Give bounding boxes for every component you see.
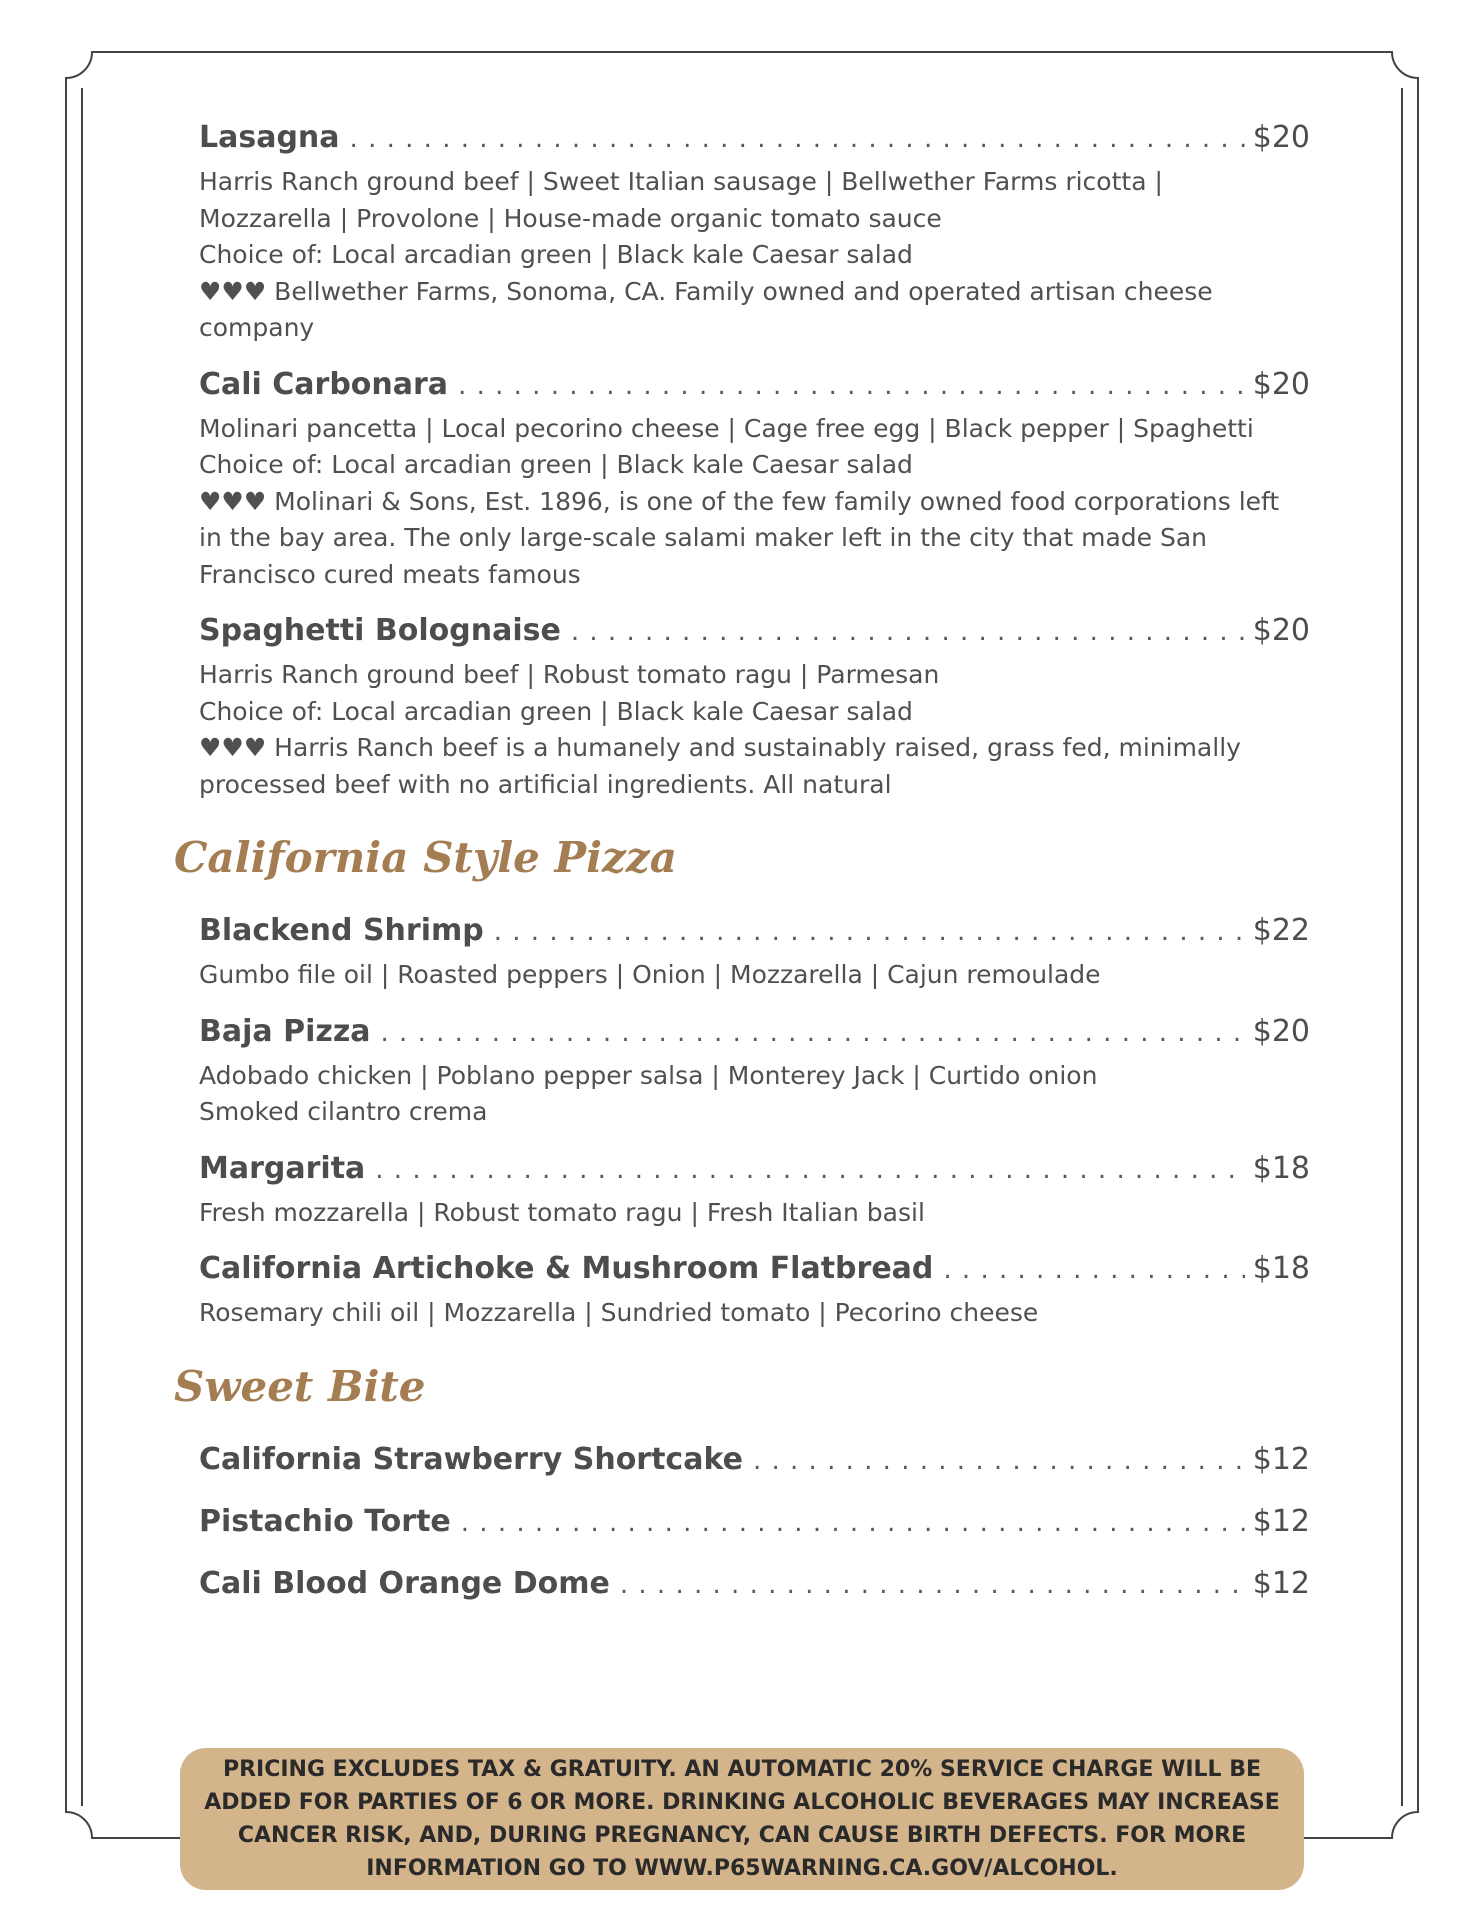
menu-item-row xyxy=(199,1151,1310,1195)
menu-item-price: $12 xyxy=(1252,1565,1310,1601)
menu-item-description: Choice of: Local arcadian green | Black kale Caesar salad xyxy=(199,450,913,479)
menu-item-name: California Artichoke & Mushroom Flatbread xyxy=(199,1251,934,1286)
menu-item-price: $12 xyxy=(1252,1503,1310,1539)
menu-item-price: $12 xyxy=(1252,1441,1310,1477)
menu-item-description: Harris Ranch ground beef | Robust tomato ragu | Parmesan xyxy=(199,660,940,689)
pasta-list xyxy=(199,120,1310,803)
menu-item xyxy=(199,613,1310,803)
menu-item-name: Lasagna xyxy=(199,120,340,155)
menu-item-description: Choice of: Local arcadian green | Black kale Caesar salad xyxy=(199,240,913,269)
menu-item-row xyxy=(199,367,1310,411)
menu-item-row xyxy=(199,1014,1310,1058)
menu-item-price: $20 xyxy=(1252,613,1310,648)
menu-item-description: Harris Ranch ground beef | Sweet Italian sausage | Bellwether Farms ricotta | xyxy=(199,167,1163,196)
menu-item-description: Fresh mozzarella | Robust tomato ragu | Fresh Italian basil xyxy=(199,1197,925,1227)
menu-item xyxy=(199,1504,1310,1548)
menu-item-name: Blackend Shrimp xyxy=(199,913,484,948)
menu-item-description: ♥♥♥ Bellwether Farms, Sonoma, CA. Family owned and operated artisan cheese xyxy=(199,276,1213,306)
menu-item-description: Choice of: Local arcadian green | Black kale Caesar salad xyxy=(199,696,913,726)
menu-item xyxy=(199,1442,1310,1486)
menu-item-description: Rosemary chili oil | Mozzarella | Sundried tomato | Pecorino cheese xyxy=(199,1298,1039,1327)
dot-leader xyxy=(458,371,1245,401)
menu-item-price: $20 xyxy=(1252,1013,1310,1049)
menu-content xyxy=(174,120,1310,1628)
dot-leader xyxy=(753,1446,1245,1476)
menu-item-row xyxy=(199,1566,1310,1610)
menu-item-description: Gumbo file oil | Roasted peppers | Onion | Mozzarella | Cajun remoulade xyxy=(199,960,1101,989)
menu-item-row xyxy=(199,120,1310,164)
sweet-list xyxy=(199,1442,1310,1610)
dot-leader xyxy=(943,1255,1244,1285)
menu-item-row xyxy=(199,613,1310,657)
menu-item-description: ♥♥♥ Molinari & Sons, Est. 1896, is one of the few family owned food corporations left xyxy=(199,486,1280,516)
legal-notice-banner xyxy=(180,1748,1304,1890)
dot-leader xyxy=(620,1570,1245,1600)
pizza-list xyxy=(199,913,1310,1332)
menu-item-row xyxy=(199,913,1310,957)
dot-leader xyxy=(494,917,1245,947)
menu-item xyxy=(199,1151,1310,1232)
menu-item-row xyxy=(199,1504,1310,1548)
menu-item xyxy=(199,367,1310,594)
menu-item-description: Adobado chicken | Poblano pepper salsa | Monterey Jack | Curtido onion xyxy=(199,1060,1098,1090)
menu-item-name: Margarita xyxy=(199,1150,366,1186)
menu-item-description: processed beef with no artificial ingredients. All natural xyxy=(199,769,892,799)
menu-item-name: Cali Blood Orange Dome xyxy=(199,1565,610,1601)
menu-item-name: Baja Pizza xyxy=(199,1013,371,1049)
menu-item-description: company xyxy=(199,313,315,342)
menu-item xyxy=(199,1251,1310,1332)
menu-item-row xyxy=(199,1442,1310,1486)
menu-item-description: Francisco cured meats famous xyxy=(199,559,581,589)
menu-item-description: in the bay area. The only large-scale salami maker left in the city that made San xyxy=(199,523,1208,552)
menu-item-name: Cali Carbonara xyxy=(199,366,449,402)
section-title-pizza: California Style Pizza xyxy=(174,833,677,882)
menu-item-name: Pistachio Torte xyxy=(199,1503,451,1539)
menu-item-description: Molinari pancetta | Local pecorino cheese | Cage free egg | Black pepper | Spaghetti xyxy=(199,413,1254,443)
menu-item-price: $18 xyxy=(1252,1251,1310,1286)
menu-item xyxy=(199,1566,1310,1610)
menu-item-name: California Strawberry Shortcake xyxy=(199,1441,743,1477)
dot-leader xyxy=(571,617,1245,647)
dot-leader xyxy=(461,1508,1245,1538)
dot-leader xyxy=(350,124,1245,154)
menu-item-description: Mozzarella | Provolone | House-made organic tomato sauce xyxy=(199,203,942,233)
menu-item xyxy=(199,1014,1310,1131)
legal-notice-text: PRICING EXCLUDES TAX & GRATUITY. AN AUTOMATIC 20% SERVICE CHARGE WILL BE ADDED FOR PARTIES OF 6 OR MORE. DRINKING ALCOHOLIC BEVERAGES MAY INCREASE CANCER RISK, AND, DURING PREGNANCY, CAN CAUSE BIRTH DEFECTS. FOR MORE INFORMATION GO TO WWW.P65WARNING.CA.GOV/ALCOHOL. xyxy=(204,1757,1280,1881)
dot-leader xyxy=(375,1155,1244,1185)
menu-item-price: $20 xyxy=(1252,120,1310,155)
menu-item-price: $18 xyxy=(1252,1150,1310,1186)
menu-item-name: Spaghetti Bolognaise xyxy=(199,613,561,648)
section-title-sweet: Sweet Bite xyxy=(174,1361,426,1411)
menu-item-price: $20 xyxy=(1252,366,1310,402)
menu-item xyxy=(199,120,1310,347)
dot-leader xyxy=(381,1018,1245,1048)
menu-item-row xyxy=(199,1251,1310,1295)
menu-item xyxy=(199,913,1310,994)
menu-item-description: Smoked cilantro crema xyxy=(199,1097,488,1126)
menu-item-price: $22 xyxy=(1252,913,1310,948)
menu-item-description: ♥♥♥ Harris Ranch beef is a humanely and sustainably raised, grass fed, minimally xyxy=(199,733,1241,762)
